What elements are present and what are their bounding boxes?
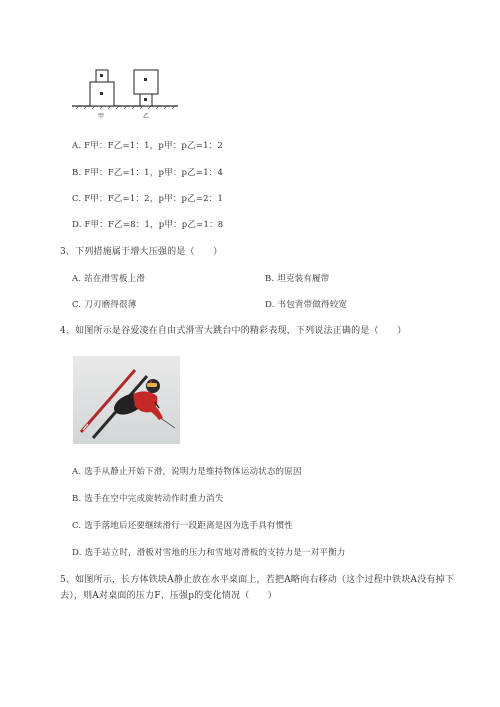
q4-option-c[interactable]: C. 选手落地后还要继续滑行一段距离是因为选手具有惯性 bbox=[72, 521, 294, 531]
right-big-block bbox=[134, 70, 158, 94]
q4-option-d[interactable]: D. 选手站立时，滑板对雪地的压力和雪地对滑板的支持力是一对平衡力 bbox=[72, 548, 346, 558]
q4-stem: 4、如图所示是谷爱凌在自由式滑雪大跳台中的精彩表现，下列说法正确的是（ ） bbox=[60, 326, 407, 336]
q2-option-a[interactable]: A. F甲：F乙=1：1，p甲：p乙=1：2 bbox=[72, 141, 223, 151]
q4-option-a[interactable]: A. 选手从静止开始下滑，说明力是维持物体运动状态的原因 bbox=[72, 467, 302, 477]
blocks-figure bbox=[72, 66, 182, 124]
q3-option-d[interactable]: D. 书包背带做得较宽 bbox=[265, 300, 348, 310]
q3-stem: 3、下列措施属于增大压强的是（ ） bbox=[60, 247, 223, 257]
q5-stem-line-2: 去），则A对桌面的压力F、压强p的变化情况（ ） bbox=[60, 591, 278, 601]
q3-option-b[interactable]: B. 坦克装有履带 bbox=[265, 274, 330, 284]
q2-option-d[interactable]: D. F甲：F乙=8：1，p甲：p乙=1：8 bbox=[72, 220, 224, 230]
q3-option-a[interactable]: A. 站在滑雪板上滑 bbox=[72, 274, 146, 284]
q4-option-b[interactable]: B. 选手在空中完成旋转动作时重力消失 bbox=[72, 494, 224, 504]
q3-option-c[interactable]: C. 刀刃磨得很薄 bbox=[72, 300, 137, 310]
q5-stem-line-1: 5、如图所示，长方体铁块A静止放在水平桌面上，若把A略向右移动（这个过程中铁块A没有掉下 bbox=[60, 575, 455, 585]
q2-option-b[interactable]: B. F甲：F乙=1：1，p甲：p乙=1：4 bbox=[72, 168, 224, 178]
figure-label-left: 甲 bbox=[98, 113, 105, 120]
figure-label-right: 乙 bbox=[143, 113, 150, 120]
q2-option-c[interactable]: C. F甲：F乙=1：2，p甲：p乙=2：1 bbox=[72, 194, 224, 204]
skier-photo bbox=[73, 356, 180, 444]
